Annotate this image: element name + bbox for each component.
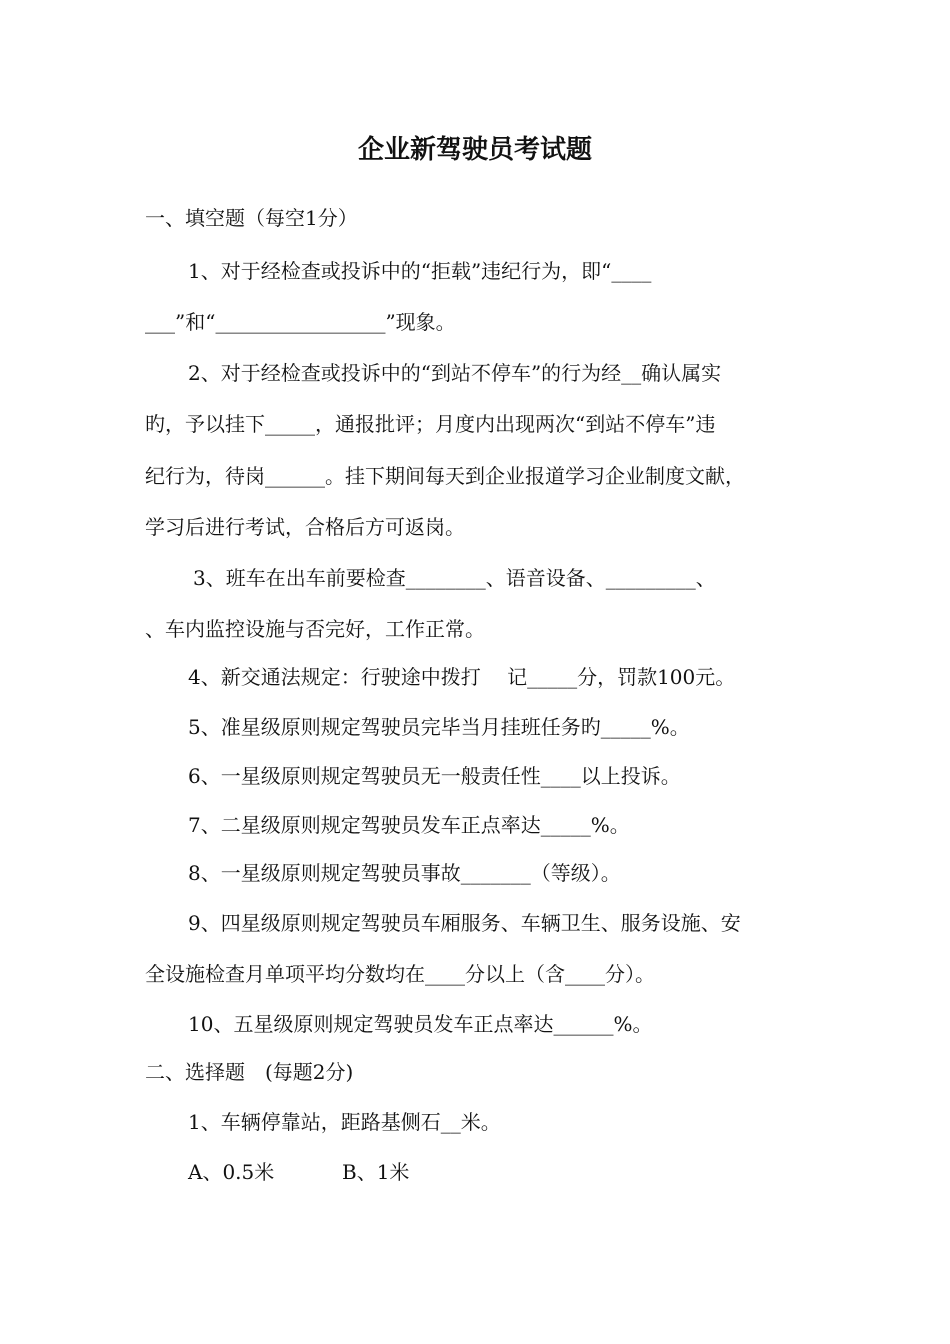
section-choice-header: 二、选择题 (每题2分) xyxy=(145,1060,354,1084)
choice-option-b: B、1米 xyxy=(342,1160,410,1184)
section-fill-blank-header: 一、填空题（每空1分） xyxy=(145,206,358,230)
question-9-line-1: 9、四星级原则规定驾驶员车厢服务、车辆卫生、服务设施、安 xyxy=(188,911,741,935)
question-2-line-3: 纪行为，待岗______。挂下期间每天到企业报道学习企业制度文献， xyxy=(145,464,745,488)
question-3-line-1: 3、班车在出车前要检查________、语音设备、_________、 xyxy=(193,566,716,590)
choice-question-1: 1、车辆停靠站，距路基侧石__米。 xyxy=(188,1110,501,1134)
question-2-line-2: 旳，予以挂下_____，通报批评；月度内出现两次“到站不停车”违 xyxy=(145,412,716,436)
question-1-line-2: ___”和“_________________”现象。 xyxy=(145,310,456,334)
question-6: 6、一星级原则规定驾驶员无一般责任性____以上投诉。 xyxy=(188,764,681,788)
question-2-line-1: 2、对于经检查或投诉中的“到站不停车”的行为经__确认属实 xyxy=(188,361,722,385)
question-1-line-1: 1、对于经检查或投诉中的“拒载”违纪行为，即“____ xyxy=(188,259,652,283)
question-5: 5、准星级原则规定驾驶员完毕当月挂班任务旳_____%。 xyxy=(188,715,690,739)
question-3-line-2: 、车内监控设施与否完好，工作正常。 xyxy=(145,617,485,641)
question-4: 4、新交通法规定：行驶途中拨打 记_____分，罚款100元。 xyxy=(188,665,736,689)
question-2-line-4: 学习后进行考试，合格后方可返岗。 xyxy=(145,515,465,539)
question-7: 7、二星级原则规定驾驶员发车正点率达_____%。 xyxy=(188,813,630,837)
question-10: 10、五星级原则规定驾驶员发车正点率达______%。 xyxy=(188,1012,653,1036)
question-9-line-2: 全设施检查月单项平均分数均在____分以上（含____分）。 xyxy=(145,962,655,986)
page-title: 企业新驾驶员考试题 xyxy=(357,135,592,165)
choice-option-a: A、0.5米 xyxy=(188,1160,275,1184)
question-8: 8、一星级原则规定驾驶员事故_______（等级）。 xyxy=(188,861,621,885)
